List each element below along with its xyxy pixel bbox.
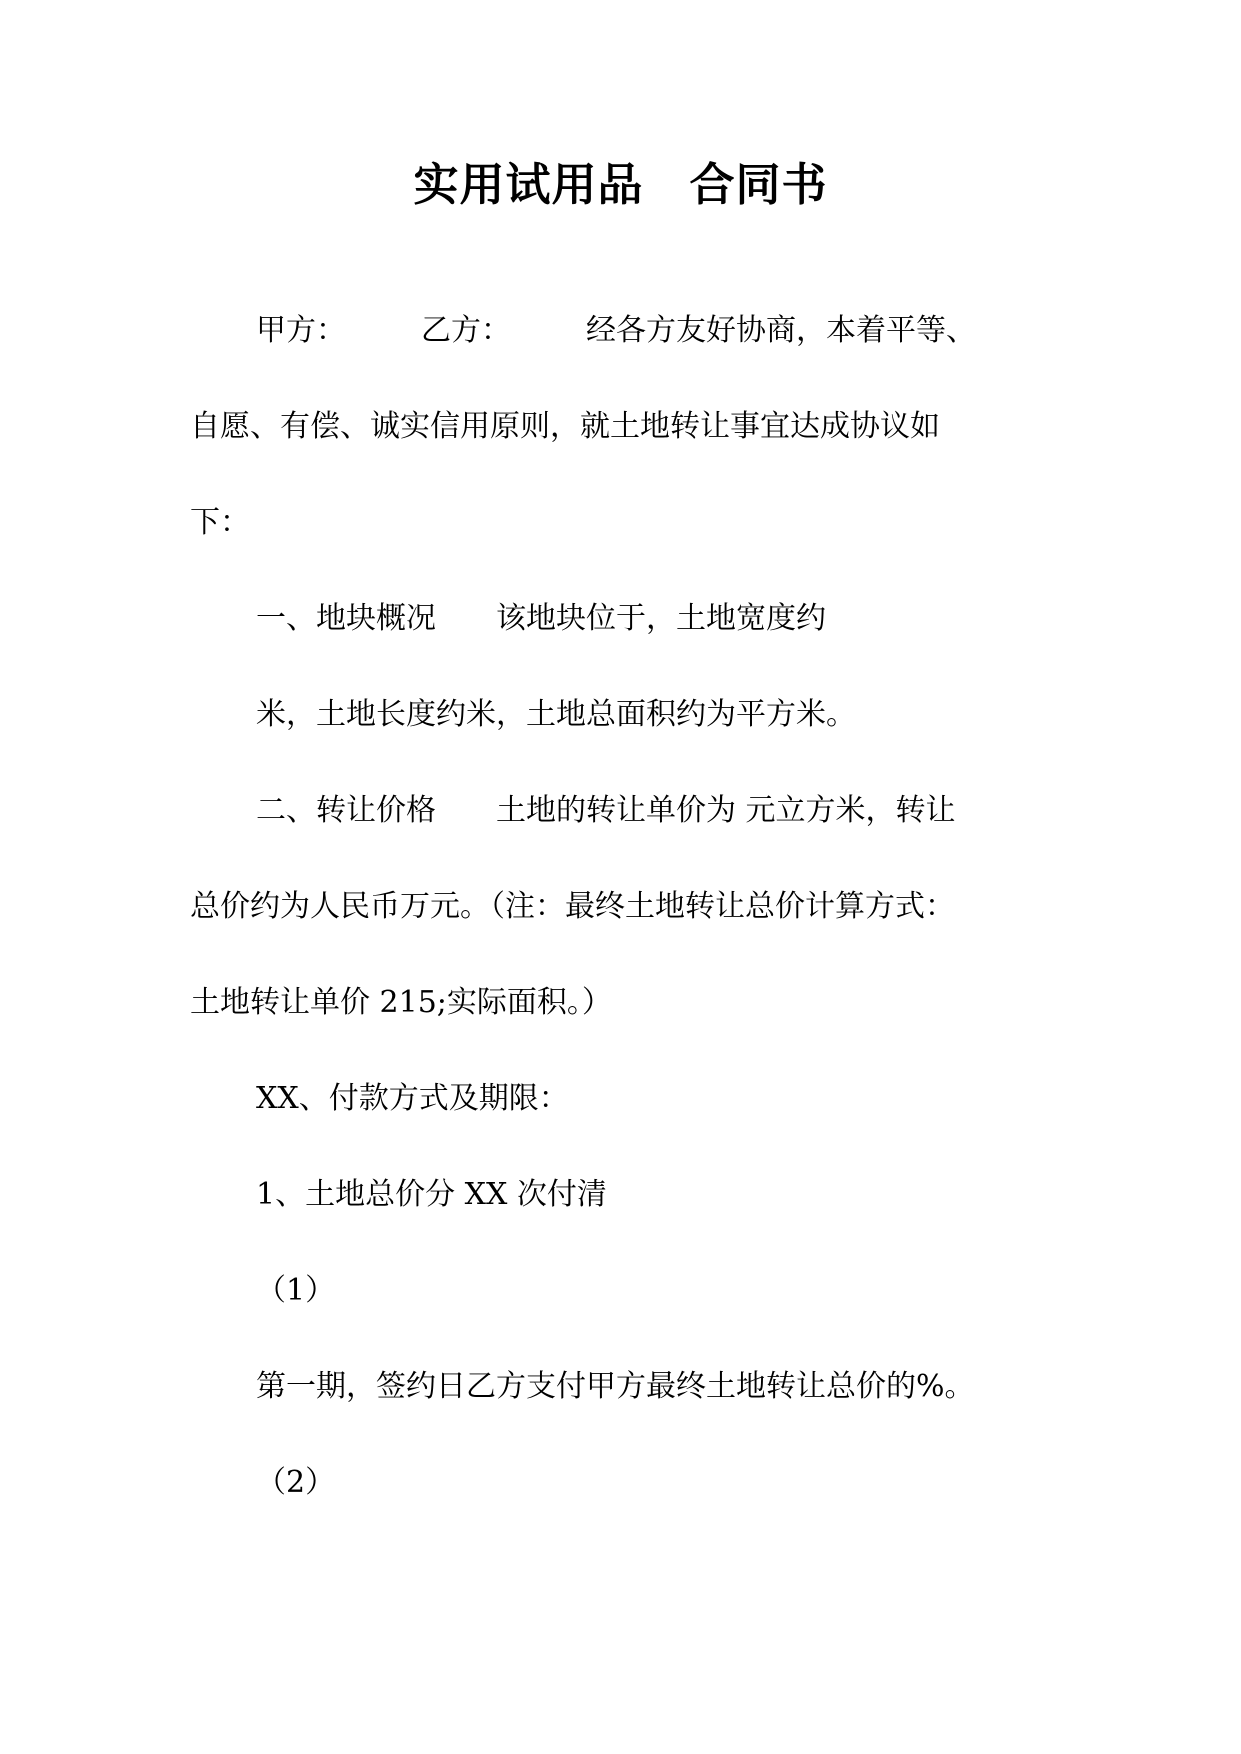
paragraph-line: 土地转让单价 215;实际面积。）	[190, 985, 612, 1020]
paragraph-line: 总价约为人民币万元。（注：最终土地转让总价计算方式：	[190, 889, 955, 924]
paragraph-line: （2）	[256, 1465, 336, 1500]
paragraph-line: 下：	[190, 505, 250, 540]
paragraph-line: 米，土地长度约米，土地总面积约为平方米。	[256, 697, 856, 732]
document-title: 实用试用品 合同书	[413, 158, 828, 211]
paragraph-line: 一、地块概况 该地块位于，土地宽度约	[256, 601, 826, 636]
paragraph-line: 1、土地总价分 XX 次付清	[256, 1177, 607, 1212]
paragraph-line: （1）	[256, 1273, 336, 1308]
paragraph-line: 二、转让价格 土地的转让单价为 元立方米，转让	[256, 793, 956, 828]
paragraph-line: 自愿、有偿、诚实信用原则，就土地转让事宜达成协议如	[190, 409, 940, 444]
paragraph-line: 第一期，签约日乙方支付甲方最终土地转让总价的%。	[256, 1369, 975, 1404]
paragraph-line: 甲方： 乙方： 经各方友好协商，本着平等、	[256, 313, 976, 348]
paragraph-line: XX、付款方式及期限：	[256, 1081, 569, 1116]
